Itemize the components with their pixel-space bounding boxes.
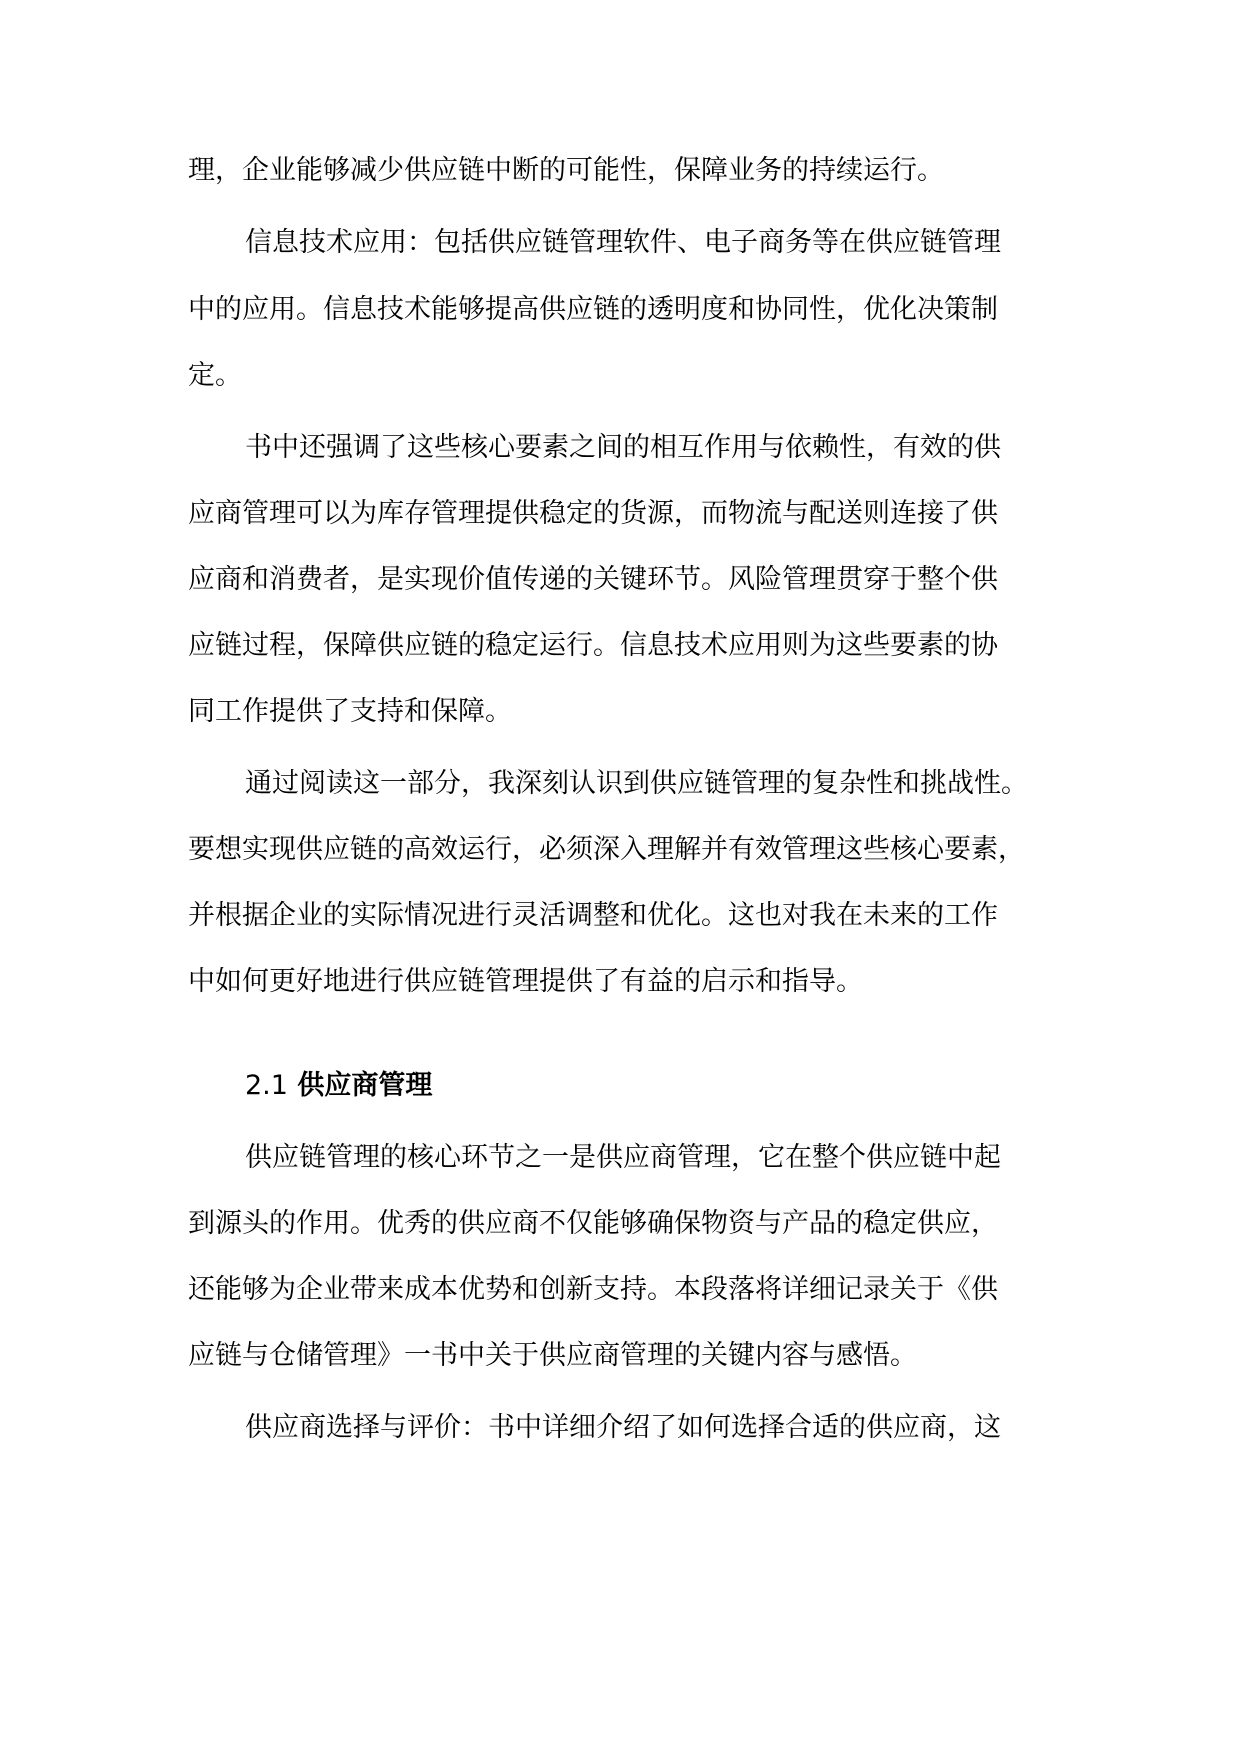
- paragraph-3-line-3: 应商和消费者，是实现价值传递的关键环节。风险管理贯穿于整个供: [188, 564, 998, 595]
- paragraph-5-line-4: 应链与仓储管理》一书中关于供应商管理的关键内容与感悟。: [188, 1340, 917, 1371]
- paragraph-2-line-3: 定。: [188, 360, 242, 391]
- paragraph-3-line-5: 同工作提供了支持和保障。: [188, 696, 512, 727]
- section-title: 供应商管理: [297, 1070, 433, 1101]
- paragraph-1-line-1: 理，企业能够减少供应链中断的可能性，保障业务的持续运行。: [188, 155, 944, 186]
- paragraph-2-line-2: 中的应用。信息技术能够提高供应链的透明度和协同性，优化决策制: [188, 294, 998, 325]
- paragraph-4-line-1: 通过阅读这一部分，我深刻认识到供应链管理的复杂性和挑战性。: [245, 768, 1028, 799]
- section-heading: [245, 1064, 432, 1108]
- paragraph-2-line-1: 信息技术应用：包括供应链管理软件、电子商务等在供应链管理: [245, 227, 1001, 258]
- paragraph-4-line-4: 中如何更好地进行供应链管理提供了有益的启示和指导。: [188, 966, 863, 997]
- paragraph-3-line-4: 应链过程，保障供应链的稳定运行。信息技术应用则为这些要素的协: [188, 630, 998, 661]
- paragraph-4-line-3: 并根据企业的实际情况进行灵活调整和优化。这也对我在未来的工作: [188, 900, 998, 931]
- paragraph-5-line-3: 还能够为企业带来成本优势和创新支持。本段落将详细记录关于《供: [188, 1274, 998, 1305]
- paragraph-6-line-1: 供应商选择与评价：书中详细介绍了如何选择合适的供应商，这: [245, 1412, 1001, 1443]
- paragraph-3-line-1: 书中还强调了这些核心要素之间的相互作用与依赖性，有效的供: [245, 432, 1001, 463]
- paragraph-4-line-2: 要想实现供应链的高效运行，必须深入理解并有效管理这些核心要素，: [188, 834, 1025, 865]
- paragraph-5-line-1: 供应链管理的核心环节之一是供应商管理，它在整个供应链中起: [245, 1142, 1001, 1173]
- paragraph-3-line-2: 应商管理可以为库存管理提供稳定的货源，而物流与配送则连接了供: [188, 498, 998, 529]
- section-number: 2.1: [245, 1070, 288, 1101]
- paragraph-5-line-2: 到源头的作用。优秀的供应商不仅能够确保物资与产品的稳定供应，: [188, 1208, 998, 1239]
